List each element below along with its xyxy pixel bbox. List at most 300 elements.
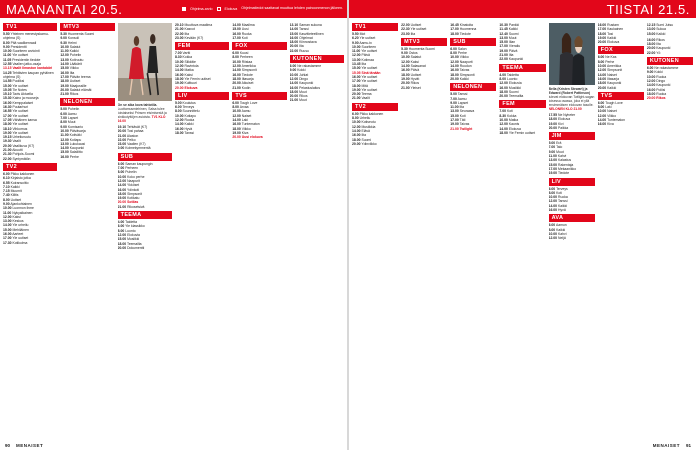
program-title: Kiinnostava [299,40,317,45]
program-title: Ruudun [459,64,472,69]
program-title: Helmi [67,40,77,45]
channel-block [647,57,693,100]
program-title: Rikos [656,96,666,101]
program-title: Saman kaupungin [125,161,153,166]
program-time: 5.30 [401,46,408,51]
program-listing [450,127,496,131]
program-time: 18.00 [232,126,241,131]
program-title: Puhelin [69,53,82,58]
program-title: Lapset [457,100,469,105]
program-title: Konsoli [67,36,80,41]
program-title: Kevään (K7) [184,35,204,40]
program-title: Aarteet [12,232,24,237]
right-column-7 [647,21,693,439]
program-title: Kalastus [558,158,572,163]
program-time: 20.00 [60,87,69,92]
program-time: 9.00 [60,36,67,41]
program-title: Illan [508,40,516,45]
program-time: 12.00 [548,236,558,241]
program-time: 17.05 [3,117,12,122]
program-time: 16.00 [117,187,127,192]
program-time: 16.00 [232,31,241,36]
program-time: 16.00 [3,232,12,237]
channel-header-kutonen: KUTONEN [647,57,693,65]
program-time: 13.00 [352,57,361,62]
program-title: Päivä [508,48,518,53]
program-title: Perhe [605,59,615,64]
program-time: 7.40 [3,193,10,198]
channel-block [647,23,693,36]
program-time: 20.00 [174,85,184,90]
program-title: Lukukausi [69,141,86,146]
program-title: Uutiset [410,72,422,77]
program-title: Muut [299,89,307,94]
program-title: Päivä [410,68,420,73]
program-time: 15.10 [3,92,12,97]
film-square-icon [217,7,221,11]
program-listing [499,131,545,135]
program-title: Uutiset [10,197,22,202]
program-time: 17.00 [3,113,12,118]
program-title: Musiikki [508,85,521,90]
program-title: Elokuvia [127,232,140,237]
left-column-6 [290,21,344,439]
program-time: 19.00 [548,171,558,176]
left-page-number: 90 [5,442,11,448]
program-title: Kotimaa [361,57,374,62]
program-time: 15.30 [3,96,12,101]
program-title: Muut [556,149,564,154]
program-listing [598,86,644,90]
program-title: Lapset [67,116,79,121]
program-time: 11.00 [3,53,12,58]
program-time: 4.00 [117,220,125,225]
program-time: 15.05 [3,87,12,92]
program-title: Komisario [67,124,83,129]
program-title: Erä [556,141,562,146]
program-time: 8.00 [548,227,556,232]
program-title: Elokuvia [508,81,522,86]
program-time: 14.00 [289,81,299,86]
program-title: Päivä [361,53,370,58]
program-title: Naiset [241,113,252,118]
right-caption-lead: Bella (Kristen Stewart) ja Edward (Robert Pattinson) [548,87,591,95]
program-time: 10.00 [60,128,69,133]
left-caption-text: Luottamusmiehinen, Salsa tulee toistaiseksi Prinsen etsimisestä ja sinkkutyttöjen asioista. [117,107,167,119]
program-time: 16.00 [60,154,69,159]
program-time: 23.00 [174,35,184,40]
channel-header-nelonen: NELONEN [450,83,496,91]
program-title: Elokuva [607,40,620,45]
program-title: Tough Love [605,100,623,105]
program-title: Ydinviikko [361,141,377,146]
program-time: 14.00 [597,118,607,123]
program-time: 14.00 [60,146,69,151]
right-caption-tag: NELONEN KLO 21.00 [548,107,582,111]
program-time: 15.00 [646,31,656,36]
program-title: Kiva [241,130,249,135]
program-title: Aamu [241,109,251,114]
program-listing [499,94,545,98]
program-title: Rikos [299,94,308,99]
program-title: Kaino ja mooseja [12,96,39,101]
program-time: 18.00 [174,130,184,135]
right-photo-caption [549,87,595,111]
program-title: Kotiapu [69,137,82,142]
program-title: Dingo [656,78,666,83]
program-time: 8.00 [3,197,10,202]
program-title: Ilta [656,42,661,47]
program-time: 18.00 [646,42,656,47]
program-time: 15.00 [232,27,241,32]
channel-header-tv1: TV1 [3,23,57,31]
program-time: 20.00 [646,96,656,101]
program-listing [549,126,595,130]
program-listing [401,86,447,90]
channel-header-tv1: TV1 [352,23,398,31]
program-title: Kiva [607,122,614,127]
program-title: Tiedote [459,31,471,36]
program-time: 10.00 [174,113,184,118]
program-time: 10.00 [548,231,558,236]
program-title: Vaalikuva (K7) [12,143,35,148]
program-title: Perhe [69,154,79,159]
program-title: Ilta [184,31,189,36]
program-title: Naapurit [459,59,473,64]
program-time: 9.00 [60,124,67,129]
program-time: 17.00 [597,27,607,32]
right-page-number: 91 [685,442,691,448]
channel-header-liv: LIV [175,92,229,100]
program-time: 9.00 [3,44,10,49]
program-title: Rustam [607,23,619,27]
program-time: 18.00 [597,31,607,36]
program-time: 14.55 [3,79,12,84]
program-time: 15.00 [352,66,361,71]
program-time: 19.00 [597,35,607,40]
channel-header-sub: SUB [118,153,172,161]
program-title: Kirjaisto jotka [10,176,31,181]
program-time: 21.00 [450,126,459,131]
program-time: 13.00 [646,27,656,32]
program-time: 16.55 [3,109,12,114]
program-time: 12.15 [646,23,656,27]
channel-block [499,64,545,99]
right-column-6 [598,21,644,439]
program-title: Ohjelmat [299,35,313,40]
program-time: 11.00 [60,49,69,54]
program-title: Kemppalaiset [12,100,33,105]
program-time: 10.00 [3,206,12,211]
channel-block [60,98,114,159]
program-time: 5.30 [60,32,67,36]
program-title: Kaikki [656,31,666,36]
program-time: 21.00 [174,27,184,32]
program-time: 15.00 [548,162,558,167]
program-title: Tanssi [457,92,468,97]
program-title: Kokki [654,70,663,75]
program-time: 7.10 [3,184,10,189]
program-title: Rikos [656,37,665,42]
program-title: Salatut [69,44,81,49]
program-time: 18.00 [232,76,241,81]
right-footer [349,440,696,450]
program-time: 18.00 [450,31,459,36]
program-listing [647,96,693,100]
program-title: Kiiltis [10,193,19,198]
program-title: Kolmekymmentä [125,146,151,151]
program-title: Koiransoitto [10,180,29,185]
program-title: Terveys [182,105,195,110]
program-time: 10.00 [597,109,607,114]
program-time: 16.00 [232,122,241,127]
program-title: Pelastuslaitos [299,85,321,90]
program-time: 8.30 [499,113,507,118]
program-title: Tosi [607,31,614,36]
program-title: Rakentaja [558,162,574,167]
program-time: 16.00 [597,122,607,127]
program-time: 13.00 [548,158,558,163]
program-listing [118,146,172,150]
program-title: Kaupunki [299,81,314,86]
program-title: Dokumentti [127,245,145,250]
program-title: Yle Femin uutiset [508,130,536,135]
program-time: 15.00 [60,66,69,71]
program-title: Akuutti [12,148,23,153]
program-time: 8.00 [597,105,605,110]
program-time: 12.00 [117,178,127,183]
program-time: 7.00 [499,109,507,114]
channel-header-mtv3: MTV3 [60,23,114,31]
program-time: 5.50 [3,32,10,36]
program-title: Salon [457,46,467,51]
program-title: Twilight [459,126,473,131]
program-listing [598,122,644,126]
program-title: Muuttuva maailma [184,23,213,27]
program-title: Sotilas [127,200,139,205]
program-time: 5.00 [60,107,67,112]
program-time: 14.00 [450,64,459,69]
right-header-bar [349,0,696,18]
program-time: 6.00 [117,161,125,166]
program-time: 14.00 [174,68,184,73]
program-time: 6.00 [646,66,654,71]
program-listing [232,135,286,139]
program-time: 20.00 [289,44,299,49]
program-time: 22.00 [401,23,410,27]
program-title: Koti [506,109,513,114]
program-title: Kaikki [184,122,194,127]
channel-block [352,23,398,101]
program-title: Seuraava [459,109,475,114]
program-time: 14.00 [352,128,361,133]
program-title: Hyvä [558,208,566,213]
right-columns [352,21,693,439]
program-title: Yle uutiset [12,130,29,135]
program-listing [352,96,398,100]
channel-block [118,211,172,250]
program-time: 6.00 [174,105,182,110]
program-title: Huomenna [459,27,477,32]
program-time: 18.00 [450,72,459,77]
program-time: 15.00 [60,150,69,155]
program-time: 10.30 [499,23,508,27]
program-title: Yle uutiset [12,122,29,127]
program-time: 6.00 [548,186,556,191]
program-time: 14.00 [117,183,127,188]
dancers-photo [118,23,172,101]
channel-block [450,38,496,81]
program-listing [647,32,693,36]
program-time: 10.00 [450,55,459,60]
channel-block [175,92,229,135]
program-listing [598,40,644,44]
program-time: 22.00 [499,57,508,62]
left-column-1 [3,21,57,439]
program-title: Viikko [607,113,617,118]
program-title: Keskus [12,219,24,224]
right-page [349,0,696,450]
program-time: 23.00 [117,142,127,147]
program-title: Kaukainen [607,27,624,32]
program-title: Luonnon ihme [12,206,34,211]
program-title: Ilta [459,105,465,110]
program-time: 12.00 [174,64,184,69]
program-title: Saman sukuna [299,23,322,27]
program-time: 18.00 [646,91,656,96]
program-title: Yle uutiset [359,36,376,41]
program-title: Tanssi [299,27,309,32]
program-time: 14.00 [232,68,241,73]
program-time: 10.00 [548,195,558,200]
program-time: 10.00 [117,174,127,179]
left-caption-tag: TV1 KLO 16.00 [117,115,166,123]
program-time: 8.30 [174,55,182,60]
program-time: 16.00 [60,70,69,75]
channel-header-tv2: TV2 [3,163,57,171]
program-time: 12.40 [499,31,508,36]
program-title: Luonto [125,228,136,233]
program-time: 10.00 [499,118,508,123]
program-time: 16.00 [289,85,299,90]
program-time: 15.00 [499,40,508,45]
program-time: 20.00 [646,46,656,51]
program-title: Perheen [239,55,253,60]
program-title: Syntymätön [12,156,31,161]
program-time: 8.00 [548,190,556,195]
program-title: Yle uutiset [12,83,29,88]
program-listing [290,49,344,53]
program-time: 10.00 [3,49,12,54]
program-title: Koti [556,190,562,195]
tip-square-icon [182,7,186,11]
program-time: 17.00 [352,79,361,84]
program-title: Yleiset [410,85,421,90]
program-time: 20.00 [450,76,459,81]
program-time: 8.00 [597,59,605,64]
channel-block [549,214,595,240]
program-title: Musiikkia [361,124,376,129]
program-title: Yle uutiset [12,113,29,118]
program-title: Viikko [69,66,79,71]
program-time: 12.00 [60,53,69,58]
program-listing [118,205,172,209]
program-time: 11.00 [352,49,361,54]
program-listing [549,208,595,212]
program-title: Tiedote [557,171,570,176]
program-title: Sinä tänään [361,70,381,75]
channel-block [118,153,172,209]
program-time: 8.00 [117,228,125,233]
program-time: 10.00 [60,44,69,49]
program-title: Kaikki [459,76,469,81]
program-title: Koti [241,35,248,40]
program-time: 15.05 [352,70,361,75]
program-time: 6.00 [352,111,359,116]
program-time: 18.00 [3,122,12,127]
program-time: 18.00 [597,81,607,86]
left-photo-caption [118,103,172,123]
left-column-5 [232,21,286,439]
program-time: 20.00 [117,200,127,205]
program-title: Ajankohtainen [10,201,32,206]
program-title: Tanssi [184,130,194,135]
program-title: Dingo [299,76,308,81]
program-time: 12.00 [174,118,184,123]
program-title: Luonto [506,76,518,81]
program-title: Kinatoita [459,23,473,27]
channel-header-tvs: TVS [598,92,644,100]
program-time: 16.30 [3,105,12,110]
channel-block [232,23,286,40]
program-title: Mot [359,32,366,36]
program-title: Yhteinen menestyskamu-ohjelma (S) [3,32,49,41]
program-time: 20.00 [3,143,12,148]
program-time: 7.00 [117,166,125,171]
program-time: 18.10 [3,126,12,131]
program-title: Suomi [508,89,519,94]
program-title: Ne Kas [605,55,617,60]
program-time: 9.00 [3,201,10,206]
program-time: 6.55 [3,180,10,185]
program-listing [450,32,496,36]
right-column-1 [352,21,398,439]
program-title: Ilta [299,44,304,49]
program-title: Kotiväki [69,133,82,138]
program-title: Taivas [459,122,470,127]
channel-block [175,42,229,90]
program-time: 17.00 [3,236,12,241]
program-time: 20.00 [401,81,410,86]
program-title: Simpsonit [127,191,142,196]
channel-header-tvs: TVS [232,92,286,100]
program-title: Ne rakastamme [654,66,679,71]
program-time: 14.00 [401,64,410,69]
program-title: Suoriteen [361,44,376,49]
program-title: Matka [184,68,194,73]
program-title: Aamu-tv [359,40,372,45]
program-time: 15.00 [289,31,299,36]
program-time: 12.00 [117,232,127,237]
program-title: Ruoka [656,91,667,96]
program-title: Salaliitto [69,150,83,155]
program-time: 6.00 [289,64,297,69]
channel-block [232,92,286,140]
program-title: Elokuva [558,117,571,122]
program-title: Talo [556,145,563,150]
program-time: 21.00 [352,96,361,101]
program-title: Uusi elokuva [241,135,263,140]
